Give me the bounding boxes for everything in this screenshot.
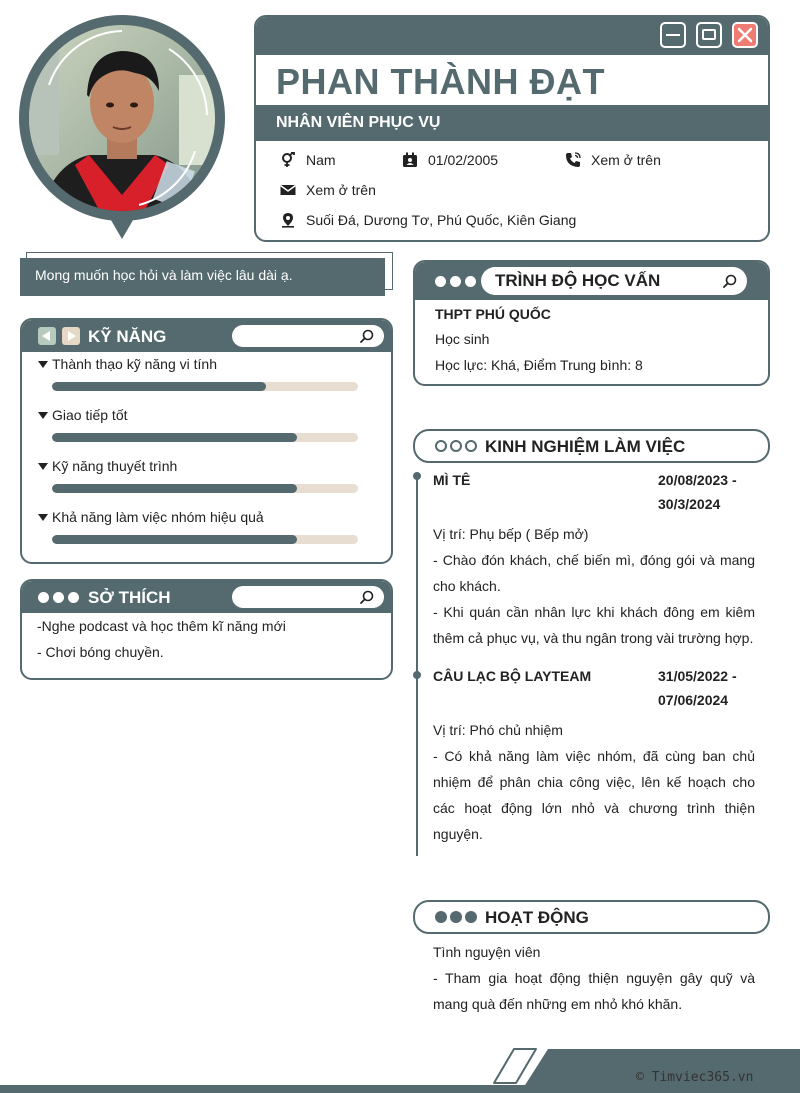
gender-value: Nam bbox=[306, 152, 336, 168]
job-date-start: 20/08/2023 - bbox=[658, 472, 737, 488]
dot-icon bbox=[435, 276, 446, 287]
address-value: Suối Đá, Dương Tơ, Phú Quốc, Kiên Giang bbox=[306, 212, 577, 228]
dot-icon bbox=[450, 911, 462, 923]
caret-down-icon bbox=[38, 361, 48, 368]
job-company: CÂU LẠC BỘ LAYTEAM bbox=[433, 668, 592, 684]
job-title: NHÂN VIÊN PHỤC VỤ bbox=[276, 114, 441, 131]
dot-icon bbox=[450, 276, 461, 287]
skill-bar bbox=[52, 433, 358, 442]
job-position: Vị trí: Phó chủ nhiệm bbox=[433, 722, 563, 738]
birthdate-info bbox=[402, 152, 498, 168]
skills-panel bbox=[20, 318, 393, 564]
hobbies-title: SỞ THÍCH bbox=[88, 588, 171, 607]
hobby-item: -Nghe podcast và học thêm kĩ năng mới bbox=[37, 618, 286, 634]
experience-title: KINH NGHIỆM LÀM VIỆC bbox=[485, 437, 686, 456]
caret-down-icon bbox=[38, 463, 48, 470]
profile-header bbox=[254, 15, 770, 242]
caret-down-icon bbox=[38, 514, 48, 521]
activities-header bbox=[413, 900, 770, 934]
birthdate-value: 01/02/2005 bbox=[428, 152, 499, 168]
window-titlebar bbox=[256, 17, 768, 55]
job-title-bar bbox=[256, 105, 768, 141]
education-header bbox=[415, 262, 768, 300]
phone-info bbox=[565, 152, 661, 168]
job-date-end: 07/06/2024 bbox=[658, 692, 729, 708]
phone-value: Xem ở trên bbox=[591, 152, 661, 168]
timeline-node bbox=[413, 671, 421, 679]
job-description: - Có khả năng làm việc nhóm, đã cùng ban chủ nhiệm để phân chia công việc, lên kế hoạch cho các hoạt động lớn nhỏ và chương trình thiện nguyện. bbox=[433, 748, 755, 842]
skills-header bbox=[22, 320, 391, 352]
hobbies-search bbox=[232, 586, 384, 608]
footer-decoration bbox=[0, 1045, 800, 1093]
skill-bar-fill bbox=[52, 433, 297, 442]
caret-down-icon bbox=[38, 412, 48, 419]
dot-icon bbox=[465, 276, 476, 287]
footer-credit: © Timviec365.vn bbox=[636, 1070, 754, 1085]
skill-bar bbox=[52, 382, 358, 391]
skill-bar-fill bbox=[52, 484, 297, 493]
prev-arrow-icon bbox=[38, 327, 56, 345]
ring-icon bbox=[450, 440, 462, 452]
job-description: - Chào đón khách, chế biến mì, đóng gói và mang cho khách. bbox=[433, 552, 755, 594]
skills-title: KỸ NĂNG bbox=[88, 327, 167, 346]
dot-icon bbox=[53, 592, 64, 603]
search-icon bbox=[723, 274, 737, 288]
dot-icon bbox=[435, 911, 447, 923]
skill-label: Giao tiếp tốt bbox=[52, 407, 128, 423]
job-description: - Khi quán cần nhân lực khi khách đông em kiêm thêm cả phục vụ, và thu ngân trong vài trường hợp. bbox=[433, 604, 755, 646]
hobby-item: - Chơi bóng chuyền. bbox=[37, 644, 164, 660]
dot-icon bbox=[38, 592, 49, 603]
hobbies-header bbox=[22, 581, 391, 613]
skills-search bbox=[232, 325, 384, 347]
education-result: Học lực: Khá, Điểm Trung bình: 8 bbox=[435, 357, 643, 373]
activity-name: Tình nguyện viên bbox=[433, 944, 541, 960]
skill-bar bbox=[52, 535, 358, 544]
dot-icon bbox=[68, 592, 79, 603]
education-title: TRÌNH ĐỘ HỌC VẤN bbox=[495, 271, 661, 290]
avatar-photo bbox=[19, 15, 225, 239]
ring-icon bbox=[465, 440, 477, 452]
address-info bbox=[280, 212, 576, 228]
job-date-start: 31/05/2022 - bbox=[658, 668, 737, 684]
gender-icon bbox=[280, 152, 296, 168]
job-position: Vị trí: Phụ bếp ( Bếp mở) bbox=[433, 526, 589, 542]
next-arrow-icon bbox=[62, 327, 80, 345]
job-date-end: 30/3/2024 bbox=[658, 496, 721, 512]
maximize-icon bbox=[696, 22, 722, 48]
skill-bar-fill bbox=[52, 535, 297, 544]
gender-info bbox=[280, 152, 336, 168]
skill-bar-fill bbox=[52, 382, 266, 391]
email-value: Xem ở trên bbox=[306, 182, 376, 198]
search-icon bbox=[360, 329, 374, 343]
skill-label: Thành thạo kỹ năng vi tính bbox=[52, 356, 217, 372]
candidate-name: PHAN THÀNH ĐẠT bbox=[276, 61, 605, 102]
hobbies-panel bbox=[20, 579, 393, 680]
close-icon bbox=[732, 22, 758, 48]
minimize-icon bbox=[660, 22, 686, 48]
skill-label: Kỹ năng thuyết trình bbox=[52, 458, 178, 474]
email-info bbox=[280, 182, 376, 198]
activity-description: - Tham gia hoạt động thiện nguyện gây quỹ và mang quà đến những em nhỏ khó khăn. bbox=[433, 970, 755, 1012]
mail-icon bbox=[280, 182, 296, 198]
education-role: Học sinh bbox=[435, 331, 490, 347]
skill-bar bbox=[52, 484, 358, 493]
ring-icon bbox=[435, 440, 447, 452]
search-icon bbox=[360, 590, 374, 604]
education-title-box bbox=[481, 267, 747, 295]
school-name: THPT PHÚ QUỐC bbox=[435, 306, 551, 322]
experience-header bbox=[413, 429, 770, 463]
calendar-icon bbox=[402, 152, 418, 168]
phone-icon bbox=[565, 152, 581, 168]
activities-title: HOẠT ĐỘNG bbox=[485, 908, 589, 927]
objective-text: Mong muốn học hỏi và làm việc lâu dài ạ. bbox=[35, 267, 293, 283]
dot-icon bbox=[465, 911, 477, 923]
avatar bbox=[19, 15, 225, 239]
timeline-line bbox=[416, 476, 418, 856]
education-panel bbox=[413, 260, 770, 386]
skill-label: Khả năng làm việc nhóm hiệu quả bbox=[52, 509, 264, 525]
timeline-node bbox=[413, 472, 421, 480]
location-icon bbox=[280, 212, 296, 228]
job-company: MÌ TÊ bbox=[433, 472, 471, 488]
